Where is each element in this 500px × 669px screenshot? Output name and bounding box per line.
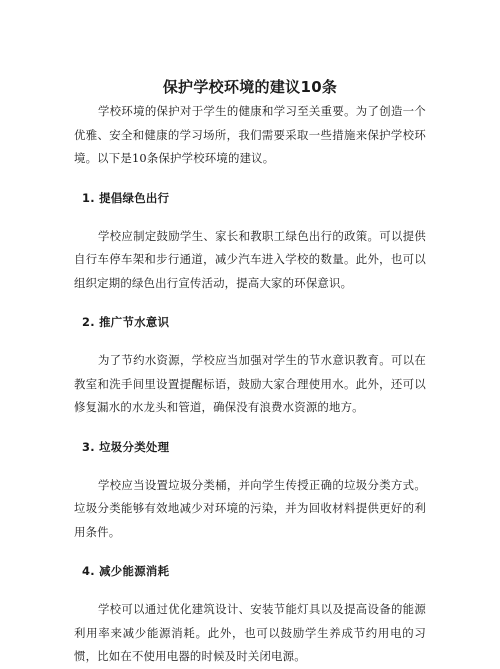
section-body-3: 学校应当设置垃圾分类桶，并向学生传授正确的垃圾分类方式。垃圾分类能够有效地减少对环境的污染，并为回收材料提供更好的利用条件。 xyxy=(74,477,426,539)
section-heading-2: 2. 推广节水意识 xyxy=(82,315,170,329)
section-heading-4: 4. 减少能源消耗 xyxy=(82,564,170,578)
section-heading-3: 3. 垃圾分类处理 xyxy=(82,439,170,454)
section-body-4: 学校可以通过优化建筑设计、安装节能灯具以及提高设备的能源利用率来减少能源消耗。此外，也可以鼓励学生养成节约用电的习惯，比如在不使用电器的时候及时关闭电源。 xyxy=(74,602,426,663)
section-body-1: 学校应制定鼓励学生、家长和教职工绿色出行的政策。可以提供自行车停车架和步行通道，减少汽车进入学校的数量。此外，也可以组织定期的绿色出行宣传活动，提高大家的环保意识。 xyxy=(74,228,426,290)
intro-paragraph: 学校环境的保护对于学生的健康和学习至关重要。为了创造一个优雅、安全和健康的学习场所，我们需要采取一些措施来保护学校环境。以下是10条保护学校环境的建议。 xyxy=(74,104,426,165)
document-title: 保护学校环境的建议10条 xyxy=(162,78,338,96)
section-heading-1: 1. 提倡绿色出行 xyxy=(82,190,170,205)
section-body-2: 为了节约水资源，学校应当加强对学生的节水意识教育。可以在教室和洗手间里设置提醒标语，鼓励大家合理使用水。此外，还可以修复漏水的水龙头和管道，确保没有浪费水资源的地方。 xyxy=(74,353,426,414)
